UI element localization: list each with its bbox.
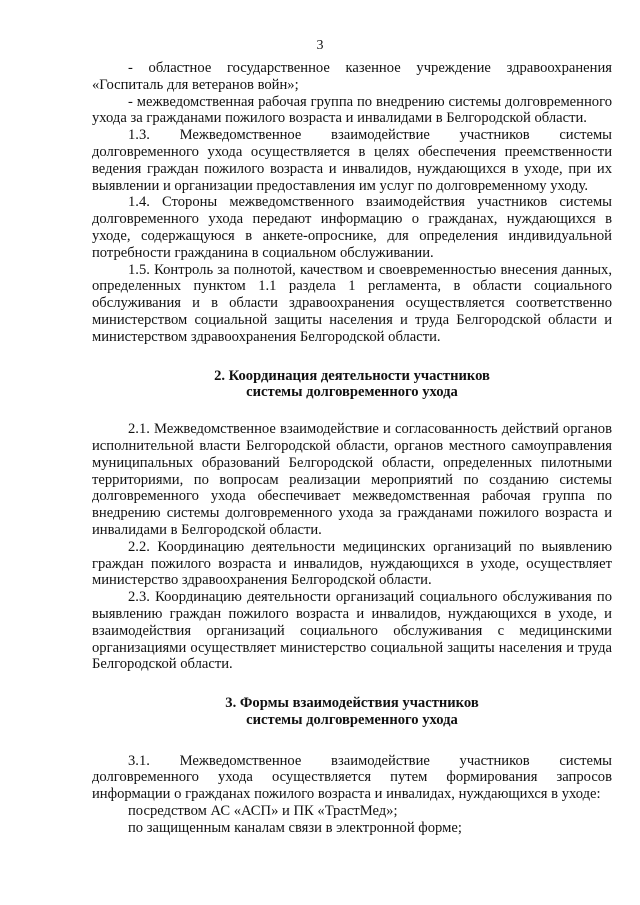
paragraph-1-hospital: - областное государственное казенное учреждение здравоохранения «Госпиталь для ветеранов войн»; (92, 60, 612, 93)
paragraph-2-1: 2.1. Межведомственное взаимодействие и согласованность действий органов исполнительной власти Белгородской области, органов местного самоуправления муниципальных образований Белгородской области, определенных пилотными территориями, по вопросам реализации мероприятий по созданию системы долговременного ухода обеспечивает межведомственная рабочая группа по внедрению системы долговременного ухода за гражданами пожилого возраста и инвалидами в Белгородской области. (92, 421, 612, 538)
paragraph-1-working-group: - межведомственная рабочая группа по внедрению системы долговременного ухода за гражданами пожилого возраста и инвалидами в Белгородской области. (92, 93, 612, 127)
list-item-as-asp: посредством АС «АСП» и ПК «ТрастМед»; (128, 803, 398, 820)
paragraph-1-5: 1.5. Контроль за полнотой, качеством и своевременностью внесения данных, определенных пунктом 1.1 раздела 1 регламента, в области социального обслуживания и в области здравоохранения осуществляется соответственно министерством социальной защиты населения и труда Белгородской области и министерством здравоохранения Белгородской области. (92, 261, 612, 345)
page-number: 3 (316, 38, 324, 53)
section-3-heading (92, 695, 612, 729)
paragraph-2-3: 2.3. Координацию деятельности организаций социального обслуживания по выявлению граждан пожилого возраста и инвалидов, нуждающихся в уходе, и взаимодействия организаций социального обслуживания с медицинскими организациями осуществляет министерство социальной защиты населения и труда Белгородской области. (92, 589, 612, 673)
paragraph-3-1: 3.1. Межведомственное взаимодействие участников системы долговременного ухода осуществляется путем формирования запросов информации о гражданах пожилого возраста и инвалидах, нуждающихся в уходе: (92, 752, 612, 803)
document-body (92, 60, 612, 837)
section-3-heading-line-1: 3. Формы взаимодействия участников (225, 695, 479, 712)
paragraph-1-4: 1.4. Стороны межведомственного взаимодействия участников системы долговременного ухода передают информацию о гражданах, нуждающихся в уходе, содержащуюся в анкете-опроснике, для определения индивидуальной потребности гражданина в социальном обслуживании. (92, 194, 612, 261)
section-2-heading-line-2: системы долговременного ухода (246, 384, 458, 401)
section-2-heading (92, 368, 612, 402)
section-2-heading-line-1: 2. Координация деятельности участников (214, 367, 490, 384)
section-3-heading-line-2: системы долговременного ухода (246, 711, 458, 728)
paragraph-2-2: 2.2. Координацию деятельности медицинских организаций по выявлению граждан пожилого возраста и инвалидов, нуждающихся в уходе, осуществляет министерство здравоохранения Белгородской области. (92, 538, 612, 589)
paragraph-1-3: 1.3. Межведомственное взаимодействие участников системы долговременного ухода осуществляется в целях обеспечения преемственности ведения граждан пожилого возраста и инвалидов, нуждающихся в уходе, при их выявлении и организации предоставления им услуг по долговременному уходу. (92, 127, 612, 194)
list-item-secure-channels: по защищенным каналам связи в электронной форме; (128, 819, 462, 836)
